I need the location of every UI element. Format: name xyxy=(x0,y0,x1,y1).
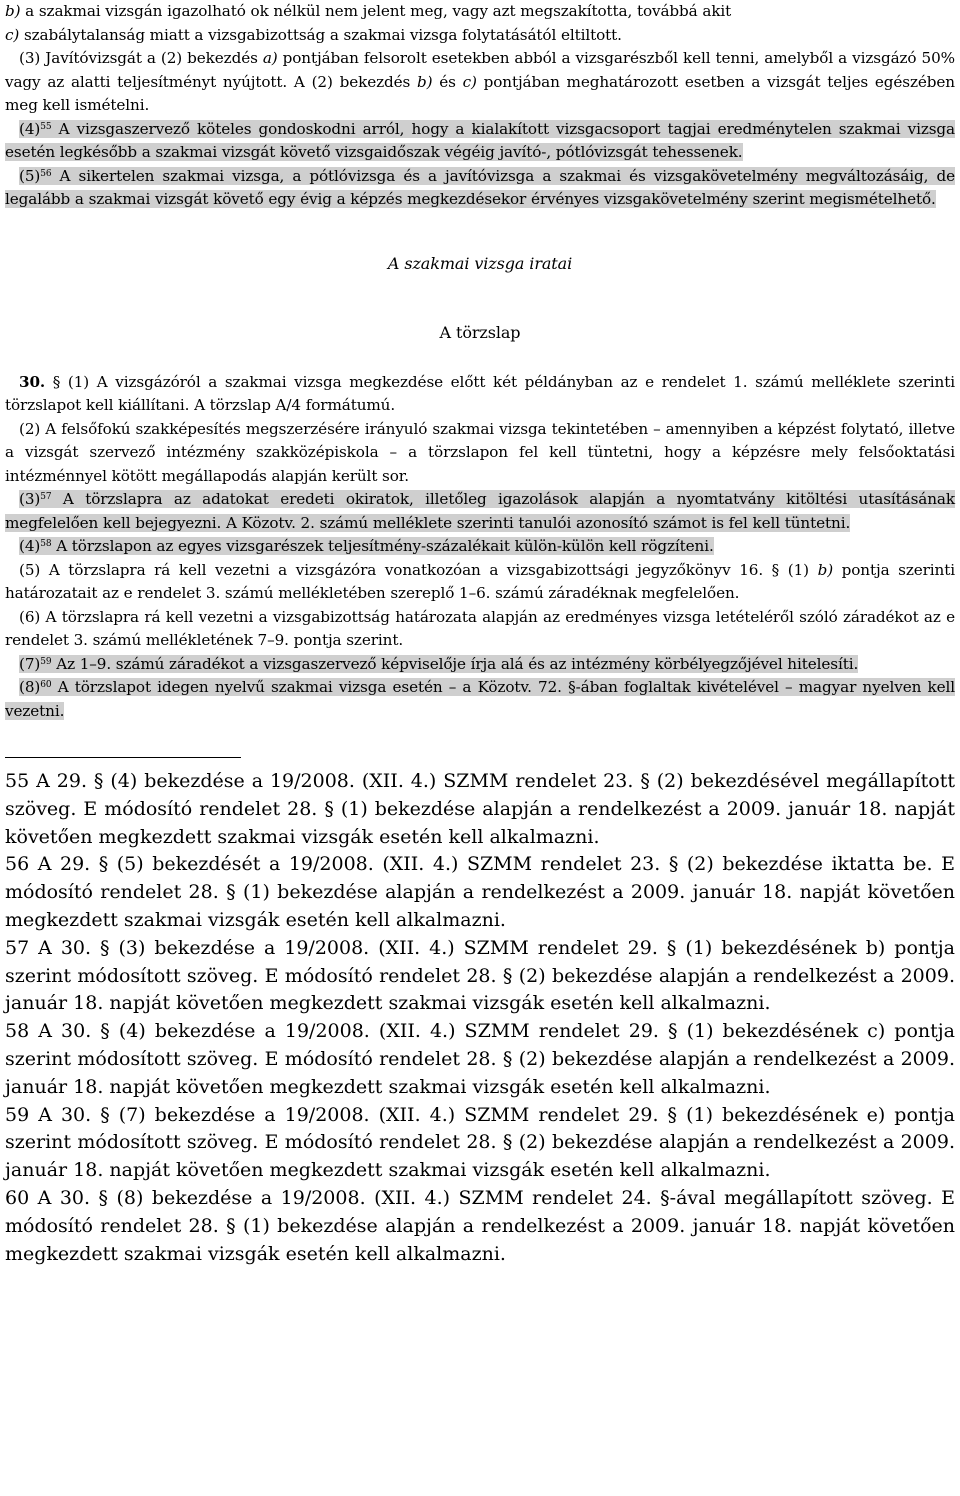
paragraph-30-7 xyxy=(5,653,955,677)
p30-1-text: § (1) A vizsgázóról a szakmai vizsga megkezdése előtt két példányban az e rendelet 1. számú melléklete szerinti törzslapot kell kiállítani. A törzslap A/4 formátumú. xyxy=(5,372,955,414)
footnotes xyxy=(5,768,955,1268)
item-c-label: c) xyxy=(5,25,20,44)
p29-3-label-b: b) xyxy=(416,72,433,91)
paragraph-30-4 xyxy=(5,535,955,559)
footnote-59: 59 A 30. § (7) bekezdése a 19/2008. (XII. 4.) SZMM rendelet 29. § (1) bekezdésének e) pontja szerint módosított szöveg. E módosító rendelet 28. § (2) bekezdése alapján a rendelkezést a 2009. január 18. napját követően megkezdett szakmai vizsgák esetén kell alkalmazni. xyxy=(5,1103,955,1182)
p29-4-number: (4) xyxy=(19,119,41,138)
document-page xyxy=(5,0,955,1268)
p29-3-text-a: (3) Javítóvizsgát a (2) bekezdés xyxy=(19,49,263,67)
p29-3-text-d: pontjában meghatározott esetben a vizsgát teljes egészében meg kell ismételni. xyxy=(5,72,955,114)
p29-5-number: (5) xyxy=(19,166,41,185)
footnote-ref-57[interactable]: 57 xyxy=(40,492,52,502)
p30-4-highlight xyxy=(19,537,714,555)
footnote-ref-55[interactable]: 55 xyxy=(40,121,52,132)
p30-5-label: b) xyxy=(817,560,834,579)
p30-4-text: A törzslapon az egyes vizsgarészek teljesítmény-százalékait külön-külön kell rögzíteni. xyxy=(51,537,714,555)
p30-3-highlight xyxy=(5,490,955,532)
p30-3-text: A törzslapra az adatokat eredeti okiratok, illetőleg igazolások alapján a nyomtatvány kitöltési utasításának megfelelően kell bejegyezni. A Közotv. 2. számú melléklete szerinti tanulói azonosító számot is fel kell tüntetni. xyxy=(5,490,955,532)
footnote-57: 57 A 30. § (3) bekezdése a 19/2008. (XII. 4.) SZMM rendelet 29. § (1) bekezdésének b) pontja szerint módosított szöveg. E módosító rendelet 28. § (2) bekezdése alapján a rendelkezést a 2009. január 18. napját követően megkezdett szakmai vizsgák esetén kell alkalmazni. xyxy=(5,936,955,1015)
p29-3-text-b: pontjában felsorolt esetekben abból a vizsgarészből kell tenni, amelyből a vizsgázó 50% vagy az alatti teljesítményt nyújtott. A (2) bekezdés xyxy=(5,49,955,91)
item-b-text: a szakmai vizsgán igazolható ok nélkül nem jelent meg, vagy azt megszakította, továbbá akit xyxy=(20,2,732,20)
footnote-ref-56[interactable]: 56 xyxy=(40,168,52,179)
paragraph-30-3 xyxy=(5,488,955,535)
p30-8-text: A törzslapot idegen nyelvű szakmai vizsga esetén – a Közotv. 72. §-ában foglaltak kivételével – magyar nyelven kell vezetni. xyxy=(5,678,955,720)
subsection-heading: A törzslap xyxy=(439,323,521,342)
item-c xyxy=(5,24,955,48)
section-heading: A szakmai vizsga iratai xyxy=(387,253,573,273)
p30-5-text-b: pontja szerinti határozatait az e rendelet 3. számú mellékletében szereplő 1–6. számú záradéknak megfelelően. xyxy=(5,560,955,602)
p29-3-text-c: és xyxy=(432,72,463,91)
paragraph-29-5 xyxy=(5,165,955,212)
main-text xyxy=(5,0,955,723)
p29-5-highlight xyxy=(5,167,955,209)
item-c-text: szabálytalanság miatt a vizsgabizottság a szakmai vizsga folytatásától eltiltott. xyxy=(19,25,622,44)
p30-7-highlight xyxy=(19,655,858,673)
p29-4-text: A vizsgaszervező köteles gondoskodni arról, hogy a kialakított vizsgacsoport tagjai eredménytelen szakmai vizsga esetén legkésőbb a szakmai vizsgát követő vizsgaidőszak végéig javító-, pótlóvizsgát tehessenek. xyxy=(5,119,955,161)
p30-7-text: Az 1–9. számú záradékot a vizsgaszervező képviselője írja alá és az intézmény körbélyegzőjével hitelesíti. xyxy=(51,654,859,673)
paragraph-30-8 xyxy=(5,676,955,723)
paragraph-30-6: (6) A törzslapra rá kell vezetni a vizsgabizottság határozata alapján az eredményes vizsga letételéről szóló záradékot az e rendelet 3. számú mellékletének 7–9. pontja szerint. xyxy=(5,607,955,649)
paragraph-29-4 xyxy=(5,118,955,165)
footnote-55: 55 A 29. § (4) bekezdése a 19/2008. (XII. 4.) SZMM rendelet 23. § (2) bekezdésével megállapított szöveg. E módosító rendelet 28. § (1) bekezdése alapján a rendelkezést a 2009. január 18. napját követően megkezdett szakmai vizsgák esetén kell alkalmazni. xyxy=(5,770,955,848)
p30-5-text-a: (5) A törzslapra rá kell vezetni a vizsgázóra vonatkozóan a vizsgabizottsági jegyzőkönyv 16. § (1) xyxy=(19,560,818,579)
p29-3-label-a: a) xyxy=(262,49,278,67)
footnote-ref-58[interactable]: 58 xyxy=(40,539,52,549)
footnote-60: 60 A 30. § (8) bekezdése a 19/2008. (XII. 4.) SZMM rendelet 24. §-ával megállapított szöveg. E módosító rendelet 28. § (1) bekezdése alapján a rendelkezést a 2009. január 18. napját követően megkezdett szakmai vizsgák esetén kell alkalmazni. xyxy=(5,1186,955,1265)
section-number: 30. xyxy=(19,372,46,391)
footnote-ref-59[interactable]: 59 xyxy=(40,656,52,667)
p29-4-highlight xyxy=(5,120,955,162)
footnote-56: 56 A 29. § (5) bekezdését a 19/2008. (XII. 4.) SZMM rendelet 23. § (2) bekezdése iktatta be. E módosító rendelet 28. § (1) bekezdése alapján a rendelkezést a 2009. január 18. napját követően megkezdett szakmai vizsgák esetén kell alkalmazni. xyxy=(5,853,955,931)
footnote-separator xyxy=(5,757,241,758)
paragraph-29-3 xyxy=(5,47,955,118)
item-b xyxy=(5,0,955,24)
paragraph-30-1 xyxy=(5,371,955,418)
p30-8-number: (8) xyxy=(19,678,41,696)
paragraph-30-2: (2) A felsőfokú szakképesítés megszerzésére irányuló szakmai vizsga tekintetében – amennyiben a képzést folytató, illetve a vizsgát szervező intézmény szakközépiskola – a törzslapon fel kell tüntetni, hogy a képzésre mely felsőoktatási intézménnyel kötött megállapodás alapján került sor. xyxy=(5,419,955,485)
p30-4-number: (4) xyxy=(19,537,41,555)
p29-3-label-c: c) xyxy=(462,72,477,91)
p30-8-highlight xyxy=(5,678,955,720)
item-b-label: b) xyxy=(5,2,21,20)
paragraph-30-5 xyxy=(5,559,955,606)
p30-7-number: (7) xyxy=(19,654,41,673)
p29-5-text: A sikertelen szakmai vizsga, a pótlóvizsga és a javítóvizsga a szakmai és vizsgakövetelmény megváltozásáig, de legalább a szakmai vizsgát követő egy évig a képzés megkezdésekor érvényes vizsgakövetelmény szerint megismételhető. xyxy=(5,166,955,208)
p30-3-number: (3) xyxy=(19,490,41,508)
footnote-58: 58 A 30. § (4) bekezdése a 19/2008. (XII. 4.) SZMM rendelet 29. § (1) bekezdésének c) pontja szerint módosított szöveg. E módosító rendelet 28. § (2) bekezdése alapján a rendelkezést a 2009. január 18. napját követően megkezdett szakmai vizsgák esetén kell alkalmazni. xyxy=(5,1020,955,1098)
footnote-ref-60[interactable]: 60 xyxy=(40,680,52,690)
